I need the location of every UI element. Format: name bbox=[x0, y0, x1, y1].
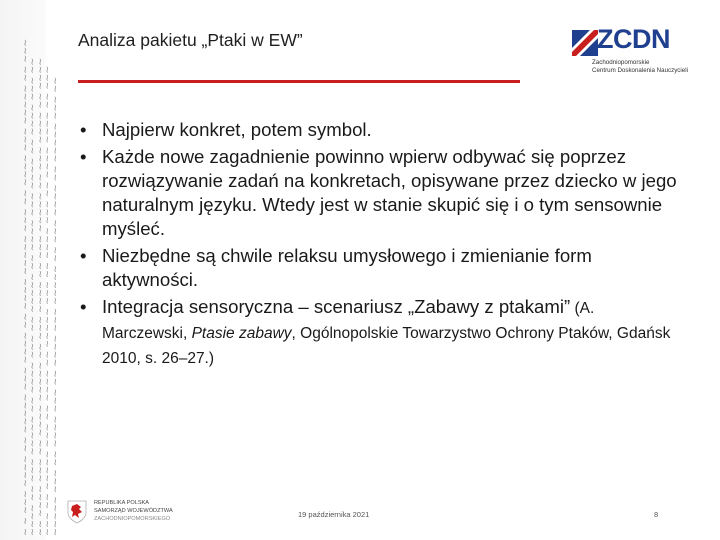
bullet-dot-icon: • bbox=[80, 245, 87, 266]
footer-logo-line-3: ZACHODNIOPOMORSKIEGO bbox=[94, 516, 171, 522]
bullet-text: Niezbędne są chwile relaksu umysłowego i zmienianie form aktywności. bbox=[102, 245, 592, 290]
slide-title: Analiza pakietu „Ptaki w EW” bbox=[78, 30, 303, 50]
bullet-item bbox=[80, 295, 680, 370]
footer-date: 19 października 2021 bbox=[298, 510, 370, 519]
citation-prefix: (A. Marczewski, bbox=[102, 300, 595, 342]
zcdn-logo-wordmark: ZCDN bbox=[597, 24, 670, 54]
zcdn-logo-subtitle-2: Centrum Doskonalenia Nauczycieli bbox=[592, 67, 688, 74]
bullet-dot-icon: • bbox=[80, 146, 87, 167]
bullet-item bbox=[80, 118, 680, 142]
bullet-item bbox=[80, 145, 680, 241]
zcdn-logo bbox=[572, 24, 688, 74]
bullet-list bbox=[80, 118, 680, 373]
zcdn-logo-mark-icon bbox=[572, 30, 598, 56]
title-underline bbox=[78, 80, 520, 83]
citation-book-title: Ptasie zabawy bbox=[191, 325, 292, 342]
bullet-text: Każde nowe zagadnienie powinno wpierw odbywać się poprzez rozwiązywanie zadań na konkretach, opisywane przez dziecko w jego naturalnym języku. Wtedy jest w stanie skupić się i o tym sensownie myśleć. bbox=[102, 146, 677, 239]
regional-government-logo bbox=[66, 498, 196, 526]
bullet-item bbox=[80, 244, 680, 292]
footer-logo-line-1: REPUBLIKA POLSKA bbox=[94, 500, 150, 506]
bullet-dot-icon: • bbox=[80, 296, 87, 317]
citation-suffix: , Ogólnopolskie Towarzystwo Ochrony Ptaków, Gdańsk 2010, s. 26–27.) bbox=[102, 325, 671, 367]
bullet-text: Integracja sensoryczna – scenariusz „Zabawy z ptakami” bbox=[102, 296, 571, 317]
decorative-handwriting-strip: ~ ~ ~~~ ~~~~ ~~ ~~~~~ ~~~ ~~~~ ~~ ~~~~ ~~~~~ ~~~ ~~ ~~~~ ~~~ ~~~~~ ~~ ~~~ ~~~~ ~~ ~~~ ~~~~~ ~~ ~~~~ ~~~ ~~ ~~~~~ ~~ ~~~~ ~~~ ~~~~ ~~ ~~~~ ~~~ ~~ ~~ ~~~~ ~~~ ~~ ~~~~ ~~~~~ ~~ ~~~ ~~~~ ~~ ~~~ ~~~~~ ~~ ~~~ ~~~~ ~~ ~~~~ ~~~ ~~ ~~~~~ ~~~ ~~ ~~~~ ~~ ~~~~~ ~~~ ~~ ~~~~ ~~~ ~~ ~~~~ ~~~~ ~~ ~~~ ~~~~~ ~~~ ~~ ~~~~ ~~~ ~~ ~~~~ ~~~ ~~~~~ ~~ ~~~ ~~~~ ~~ ~~~~~ ~~~ ~~ bbox=[0, 0, 46, 540]
page-number: 8 bbox=[654, 510, 659, 519]
footer-logo-line-2: SAMORZĄD WOJEWÓDZTWA bbox=[94, 508, 173, 514]
bullet-text: Najpierw konkret, potem symbol. bbox=[102, 119, 372, 140]
griffin-emblem-icon bbox=[66, 500, 88, 524]
bullet-dot-icon: • bbox=[80, 119, 87, 140]
zcdn-logo-subtitle-1: Zachodniopomorskie bbox=[592, 59, 650, 66]
